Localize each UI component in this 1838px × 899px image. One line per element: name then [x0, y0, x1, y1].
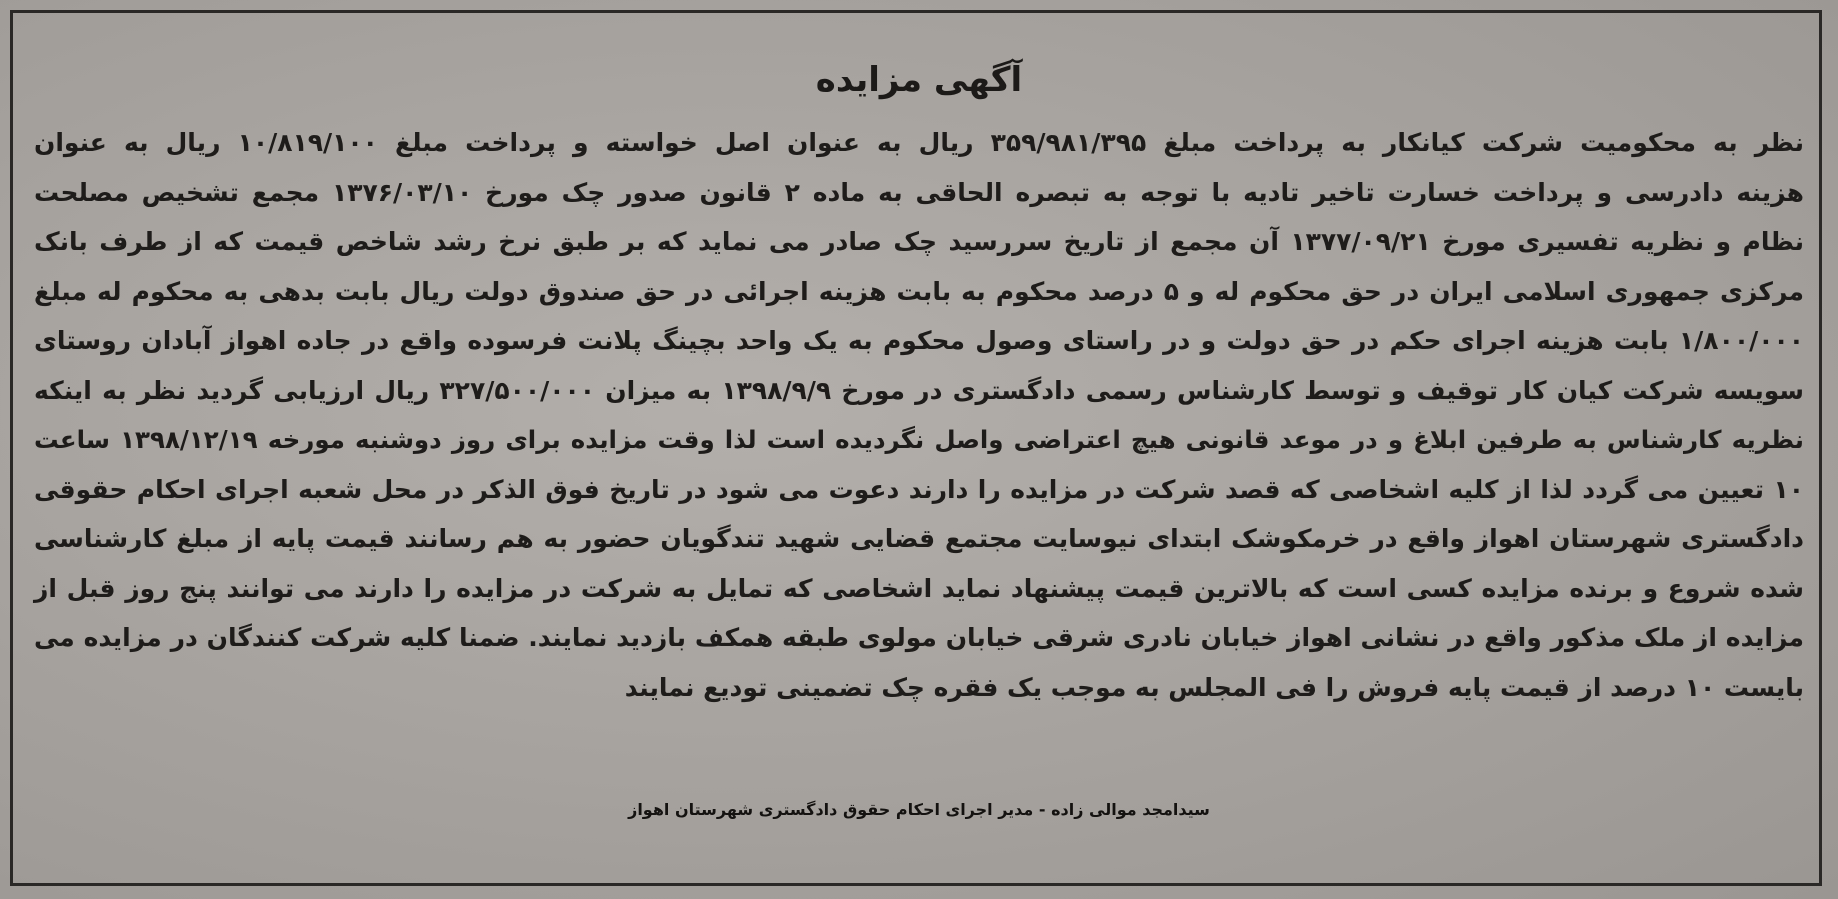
- body-line: ۱۰ تعیین می گردد لذا از کلیه اشخاصی که قصد شرکت در مزایده را دارند دعوت می شود در تاریخ فوق الذکر در محل شعبه اجرای احکام حقوقی: [34, 474, 1804, 504]
- notice-signature: سیدامجد موالی زاده - مدیر اجرای احکام حقوق دادگستری شهرستان اهواز: [628, 800, 1210, 819]
- body-line: هزینه دادرسی و پرداخت خسارت تاخیر تادیه با توجه به تبصره الحاقی به ماده ۲ قانون صدور چک مورخ ۱۳۷۶/۰۳/۱۰ مجمع تشخیص مصلحت: [34, 177, 1804, 207]
- notice-body: [34, 118, 1804, 712]
- body-line: مرکزی جمهوری اسلامی ایران در حق محکوم له و ۵ درصد محکوم به بابت هزینه اجرائی در حق صندوق دولت ریال بابت بدهی به محکوم له مبلغ: [34, 276, 1804, 306]
- body-line: ۱/۸۰۰/۰۰۰ بابت هزینه اجرای حکم در حق دولت و در راستای وصول محکوم به یک واحد بچینگ پلانت فرسوده واقع در جاده اهواز آبادان روستای: [34, 326, 1804, 355]
- body-line: نظریه کارشناس به طرفین ابلاغ و در موعد قانونی هیچ اعتراضی واصل نگردیده است لذا وقت مزایده برای روز دوشنبه مورخه ۱۳۹۸/۱۲/۱۹ ساعت: [34, 425, 1804, 454]
- body-line: نظام و نظریه تفسیری مورخ ۱۳۷۷/۰۹/۲۱ آن مجمع از تاریخ سررسید چک صادر می نماید که بر طبق نرخ رشد شاخص قیمت که از طرف بانک: [34, 227, 1804, 256]
- body-line: مزایده از ملک مذکور واقع در نشانی اهواز خیابان نادری شرقی خیابان مولوی طبقه همکف بازدید نمایند. ضمنا کلیه شرکت کنندگان در مزایده می: [34, 623, 1804, 652]
- body-line: دادگستری شهرستان اهواز واقع در خرمکوشک ابتدای نیوسایت مجتمع قضایی شهید تندگویان حضور به هم رسانند قیمت پایه از مبلغ کارشناسی: [34, 524, 1804, 553]
- body-line: بایست ۱۰ درصد از قیمت پایه فروش را فی المجلس به موجب یک فقره چک تضمینی تودیع نمایند: [624, 672, 1804, 702]
- body-line: سویسه شرکت کیان کار توقیف و توسط کارشناس رسمی دادگستری در مورخ ۱۳۹۸/۹/۹ به میزان ۳۲۷/۵۰۰/۰۰۰ ریال ارزیابی گردید نظر به اینکه: [34, 375, 1804, 405]
- body-line: نظر به محکومیت شرکت کیانکار به پرداخت مبلغ ۳۵۹/۹۸۱/۳۹۵ ریال به عنوان اصل خواسته و پرداخت مبلغ ۱۰/۸۱۹/۱۰۰ ریال به عنوان: [34, 128, 1804, 157]
- notice-title: آگهی مزایده: [815, 60, 1023, 100]
- body-line: شده شروع و برنده مزایده کسی است که بالاترین قیمت پیشنهاد نماید اشخاصی که تمایل به شرکت در مزایده را دارند می توانند پنج روز قبل از: [34, 573, 1804, 603]
